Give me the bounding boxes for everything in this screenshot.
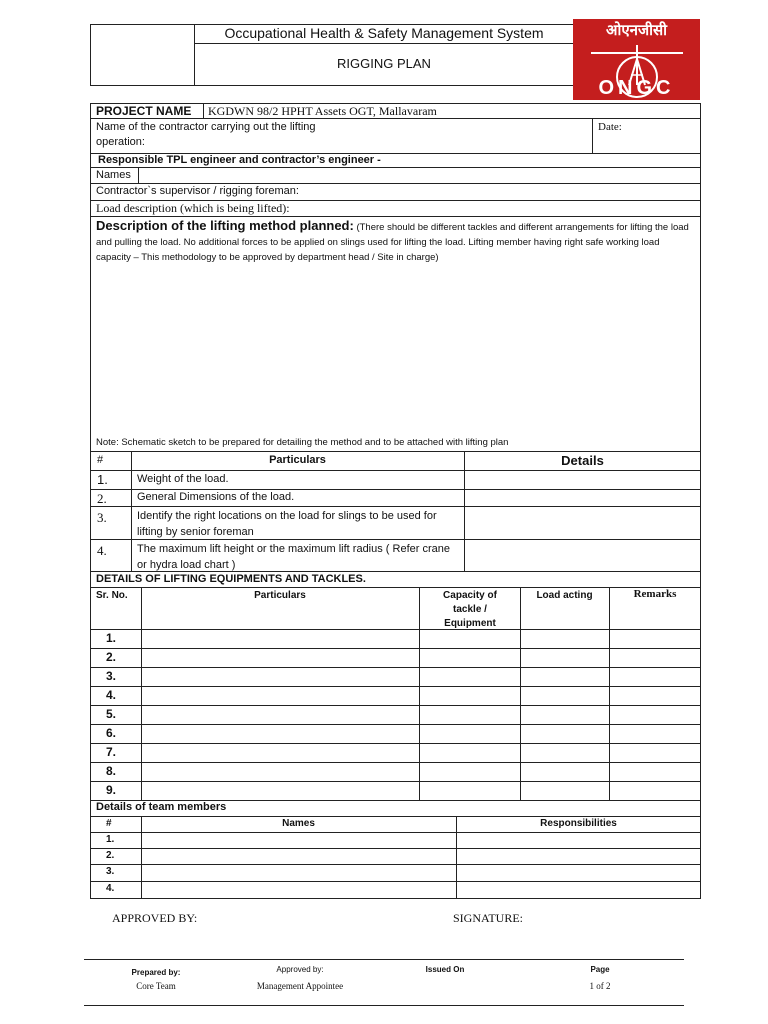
equipment-col-load: Load acting — [536, 590, 593, 601]
engineer-names-divider — [90, 167, 701, 168]
project-name-value: KGDWN 98/2 HPHT Assets OGT, Mallavaram — [208, 104, 437, 118]
equipment-row-divider — [90, 743, 701, 744]
header-left-cell — [90, 24, 195, 86]
particulars-col-no: # — [97, 454, 104, 466]
team-col-responsibilities: Responsibilities — [540, 818, 617, 829]
supervisor-label: Contractor`s supervisor / rigging foreman: — [96, 185, 299, 197]
equipment-row-number: 9. — [106, 783, 117, 797]
equipment-col-divider — [609, 587, 610, 801]
equipment-row-number: 7. — [106, 745, 117, 759]
team-row-number: 1. — [106, 834, 115, 845]
team-col-names: Names — [282, 818, 315, 829]
header-divider — [194, 43, 574, 44]
equipment-row-number: 1. — [106, 631, 117, 645]
equipment-title: DETAILS OF LIFTING EQUIPMENTS AND TACKLES. — [96, 573, 366, 585]
team-col-no: # — [106, 818, 112, 829]
supervisor-row-top — [90, 183, 701, 184]
equipment-row-number: 4. — [106, 688, 117, 702]
equipment-row-divider — [90, 781, 701, 782]
equipment-row-number: 3. — [106, 669, 117, 683]
footer-page-label: Page — [590, 965, 610, 974]
footer-prepared-by-label: Prepared by: — [131, 968, 181, 977]
team-row-number: 2. — [106, 850, 115, 861]
method-heading: Description of the lifting method planned: — [96, 218, 354, 233]
particulars-row-divider — [90, 489, 701, 490]
team-row-divider — [90, 881, 701, 882]
equipment-row-divider — [90, 724, 701, 725]
equipment-col-capacity: Capacity of tackle / Equipment — [443, 590, 497, 629]
engineer-label: Responsible TPL engineer and contractor’s engineer - — [98, 154, 381, 166]
equipment-col-remarks: Remarks — [633, 588, 677, 600]
equipment-col-divider — [520, 587, 521, 801]
team-title: Details of team members — [96, 801, 227, 813]
footer-page-value: 1 of 2 — [589, 981, 611, 991]
names-label: Names — [96, 169, 131, 181]
particulars-col-details: Details — [561, 453, 604, 468]
contractor-label: Name of the contractor carrying out the lifting operation: — [96, 121, 316, 148]
equipment-row-divider — [90, 762, 701, 763]
team-section — [90, 800, 701, 899]
footer-approved-by-label: Approved by: — [276, 965, 324, 974]
equipment-row-number: 6. — [106, 726, 117, 740]
particulars-row-no: 2. — [97, 491, 107, 506]
logo-brand-text: ONGC — [598, 77, 675, 99]
ongc-logo — [573, 19, 700, 100]
team-title-divider — [90, 816, 701, 817]
equipment-row-number: 2. — [106, 650, 117, 664]
footer-issued-on-label: Issued On — [425, 965, 465, 974]
footer-bottom-line — [84, 1005, 684, 1006]
equipment-row-divider — [90, 705, 701, 706]
equipment-row-divider — [90, 686, 701, 687]
team-row-divider — [90, 864, 701, 865]
equipment-col-divider — [419, 587, 420, 801]
footer-approved-by-value: Management Appointee — [256, 981, 344, 991]
signature-label: SIGNATURE: — [453, 911, 524, 925]
particulars-row-no: 1. — [97, 472, 108, 487]
method-text: (There should be different tackles and different arrangements for lifting the load and pulling the load. No additional forces to be applied on slings used for lifting the load. Lifting member having right safe working load capacity – This methodology to be approved by department head / Site in charge) — [96, 222, 689, 263]
equipment-col-srno: Sr. No. — [96, 590, 128, 601]
equipment-col-divider — [141, 587, 142, 801]
method-description — [96, 218, 696, 265]
method-note: Note: Schematic sketch to be prepared for detailing the method and to be attached with lifting plan — [96, 437, 509, 448]
load-description-label: Load description (which is being lifted): — [96, 201, 290, 215]
team-row-number: 4. — [106, 883, 115, 894]
particulars-row-text: Weight of the load. — [137, 473, 229, 485]
equipment-col-particulars: Particulars — [254, 590, 306, 601]
particulars-col-particulars: Particulars — [269, 454, 326, 466]
system-title: Occupational Health & Safety Management System — [224, 25, 544, 41]
project-col-divider — [203, 103, 204, 118]
logo-hindi-text: ओएनजीसी — [605, 23, 667, 39]
names-col-divider — [138, 167, 139, 184]
particulars-row-text: Identify the right locations on the load for slings to be used for lifting by senior foreman — [137, 510, 437, 538]
footer-prepared-by-value: Core Team — [136, 981, 176, 991]
doc-title: RIGGING PLAN — [337, 56, 431, 71]
equipment-row-divider — [90, 648, 701, 649]
equipment-row-number: 5. — [106, 707, 117, 721]
footer-top-line — [84, 959, 684, 960]
team-row-number: 3. — [106, 866, 115, 877]
particulars-header-divider — [90, 470, 701, 471]
project-name-label: PROJECT NAME — [96, 104, 192, 118]
particulars-row-text: General Dimensions of the load. — [137, 491, 295, 503]
team-row-divider — [90, 832, 701, 833]
equipment-row-divider — [90, 667, 701, 668]
particulars-row-divider — [90, 506, 701, 507]
equipment-row-number: 8. — [106, 764, 117, 778]
equipment-row-divider — [90, 629, 701, 630]
particulars-row-no: 3. — [97, 510, 107, 525]
date-col-divider — [592, 118, 593, 154]
team-row-divider — [90, 848, 701, 849]
particulars-row-text: The maximum lift height or the maximum lift radius ( Refer crane or hydra load chart ) — [137, 543, 450, 571]
date-label: Date: — [598, 121, 622, 133]
approved-by-label: APPROVED BY: — [112, 911, 198, 925]
particulars-row-no: 4. — [97, 543, 107, 558]
